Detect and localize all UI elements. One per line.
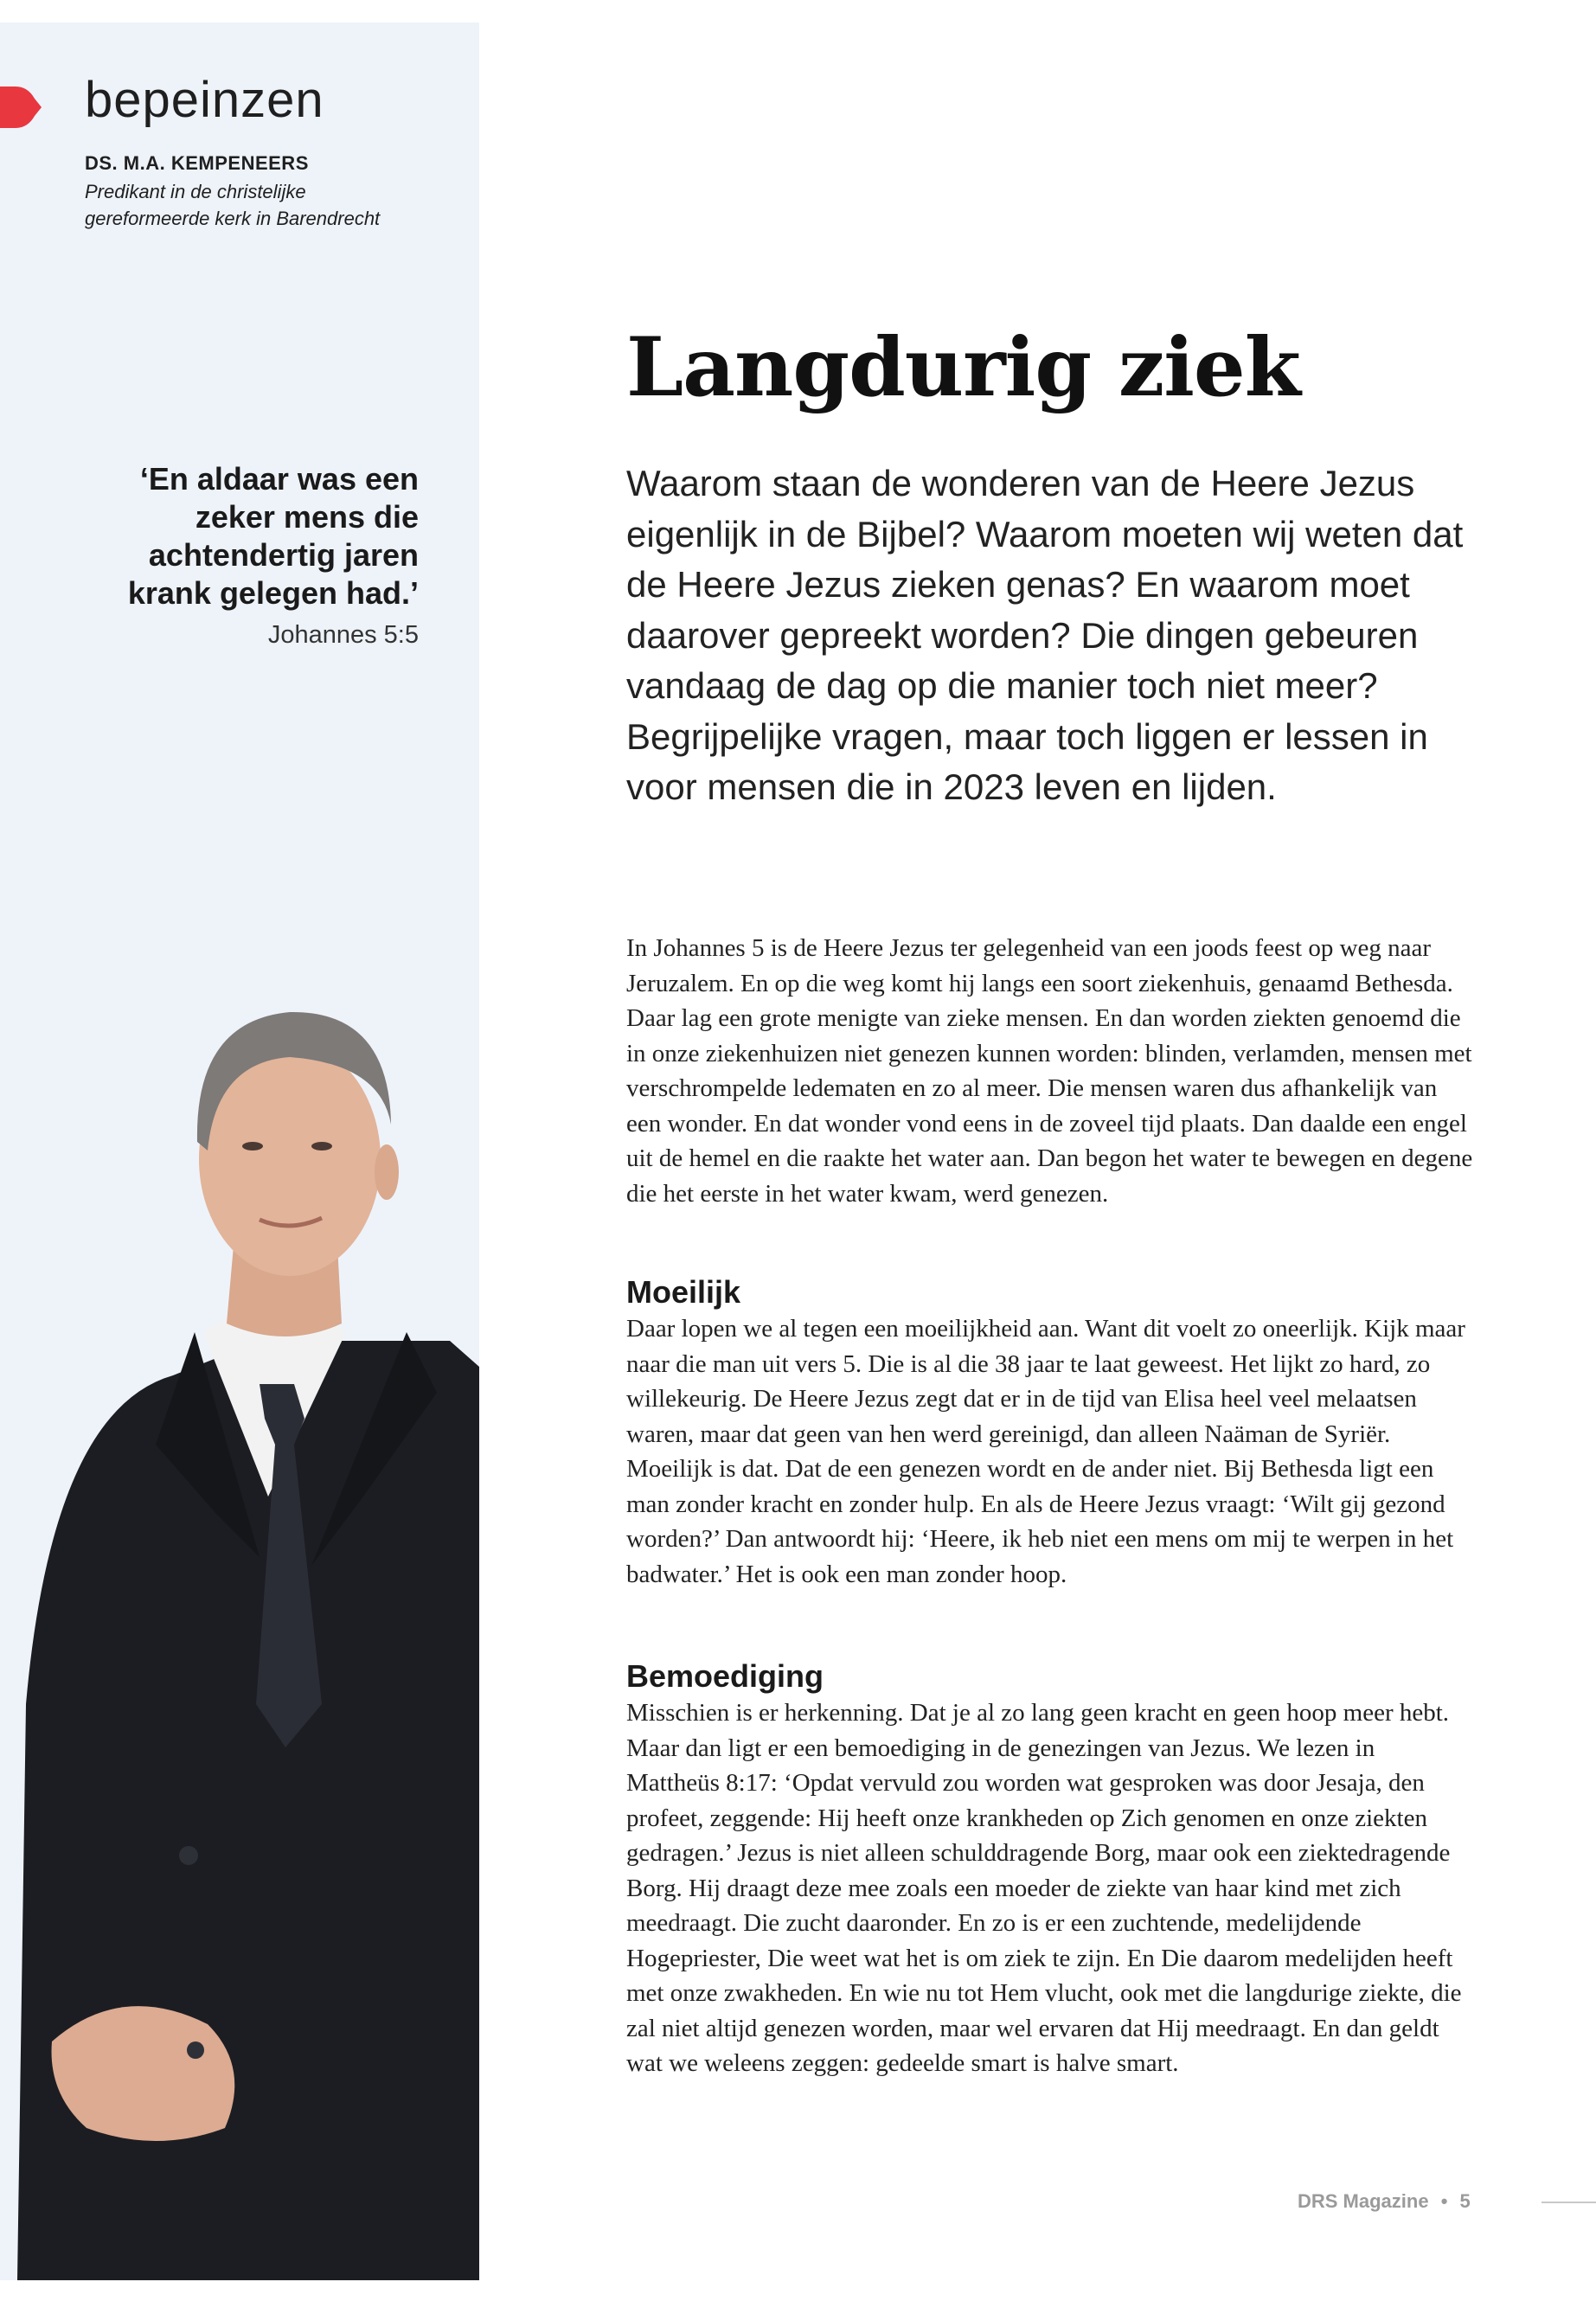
article-title: Langdurig ziek (626, 320, 1300, 415)
author-portrait (0, 960, 479, 2280)
section-heading: Moeilijk (626, 1274, 741, 1310)
section-moeilijk (626, 1273, 1474, 1592)
section-paragraph: Daar lopen we al tegen een moeilijkheid aan. Want dit voelt zo oneerlijk. Kijk maar naar die man uit vers 5. Die is al die 38 jaar te laat geweest. Het lijkt zo hard, zo willekeurig. De Heere Jezus zegt dat er in de tijd van Elisa heel veel melaatsen waren, maar dat geen van hen werd gereinigd, dan alleen Naäman de Syriër. Moeilijk is dat. Dat de een genezen wordt en de ander niet. Bij Bethesda ligt een man zonder kracht en zonder hulp. En als de Heere Jezus vraagt: ‘Wilt gij gezond worden?’ Dan antwoordt hij: ‘Heere, ik heb niet een mens om mij te werpen in het badwater.’ Het is ook een man zonder hoop. (626, 1315, 1465, 1588)
magazine-name: DRS Magazine (1298, 2190, 1429, 2212)
section-bemoediging (626, 1657, 1474, 2081)
author-role: Predikant in de christelijke gereformeerde kerk in Barendrecht (85, 181, 381, 229)
page-number: 5 (1459, 2190, 1471, 2212)
section-label: bepeinzen (85, 72, 324, 128)
article-intro (626, 931, 1474, 1211)
section-marker-icon (0, 83, 45, 131)
intro-paragraph: In Johannes 5 is de Heere Jezus ter gelegenheid van een joods feest op weg naar Jeruzalem. En op die weg komt hij langs een soort ziekenhuis, genaamd Bethesda. Daar lag een grote menigte van zieke mensen. En dan worden ziekten genoemd die in onze ziekenhuizen niet genezen kunnen worden: blinden, verlamden, mensen met verschrompelde ledematen en zo al meer. Die mensen waren dus afhankelijk van een wonder. En dat wonder vond eens in de zoveel tijd plaats. Dan daalde een engel uit de hemel en die raakte het water aan. Dan begon het water te bewegen en degene die het eerste in het water kwam, werd genezen. (626, 934, 1473, 1208)
page-footer (1298, 2190, 1557, 2213)
pull-quote-reference: Johannes 5:5 (267, 621, 419, 649)
author-name: DS. M.A. KEMPENEERS (85, 152, 309, 174)
pull-quote: ‘En aldaar was een zeker mens die achtendertig jaren krank gelegen had.’ (127, 461, 419, 611)
section-paragraph: Misschien is er herkenning. Dat je al zo lang geen kracht en geen hoop meer hebt. Maar dan ligt er een bemoediging in de genezingen van Jezus. We lezen in Mattheüs 8:17: ‘Opdat vervuld zou worden wat gesproken was door Jesaja, den profeet, zeggende: Hij heeft onze krankheden op Zich genomen en onze ziekten gedragen.’ Jezus is niet alleen schulddragende Borg, maar ook een ziektedragende Borg. Hij draagt deze mee zoals een moeder de ziekte van haar kind met zich meedraagt. Die zucht daaronder. En zo is er een zuchtende, medelijdende Hogepriester, Die weet wat het is om ziek te zijn. En Die daarom medelijden heeft met onze zwakheden. En wie nu tot Hem vlucht, ook met die langdurige ziekte, die zal niet altijd genezen worden, maar wel ervaren dat Hij meedraagt. En dan geldt wat we weleens zeggen: gedeelde smart is halve smart. (626, 1699, 1462, 2077)
article-lead: Waarom staan de wonderen van de Heere Jezus eigenlijk in de Bijbel? Waarom moeten wij weten dat de Heere Jezus zieken genas? En waarom moet daarover gepreekt worden? Die dingen gebeuren vandaag de dag op die manier toch niet meer? Begrijpelijke vragen, maar toch liggen er lessen in voor mensen die in 2023 leven en lijden. (626, 463, 1464, 807)
footer-rule (1542, 2202, 1596, 2203)
footer-separator: • (1440, 2190, 1448, 2212)
section-heading: Bemoediging (626, 1658, 824, 1694)
